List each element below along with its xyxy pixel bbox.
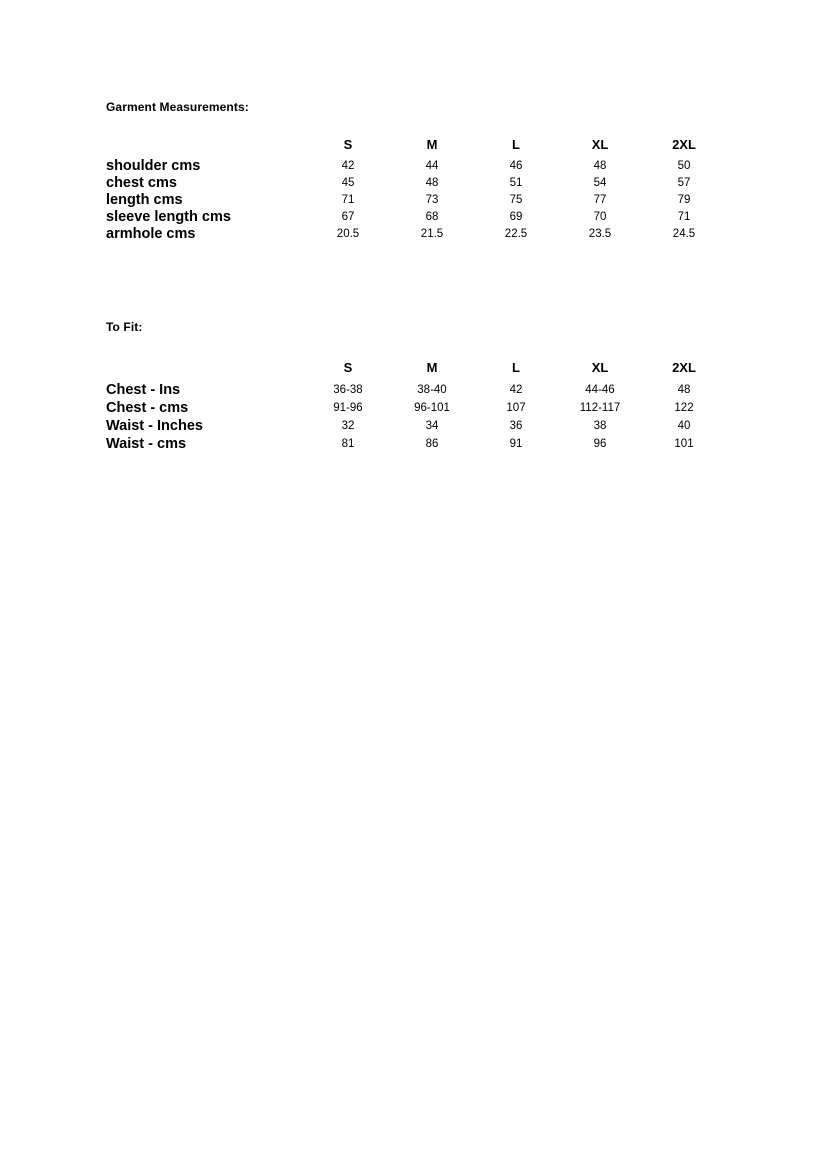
row-label: shoulder cms bbox=[106, 158, 201, 174]
column-header-m: M bbox=[426, 137, 438, 152]
table-row bbox=[106, 175, 726, 192]
cell-value: 24.5 bbox=[672, 228, 696, 240]
cell-value: 96 bbox=[593, 438, 607, 450]
row-label: sleeve length cms bbox=[106, 209, 231, 225]
garment-measurements-title: Garment Measurements: bbox=[106, 100, 249, 114]
cell-value: 46 bbox=[509, 160, 523, 172]
table-row bbox=[106, 158, 726, 175]
cell-value: 38-40 bbox=[417, 384, 447, 396]
cell-value: 42 bbox=[509, 384, 523, 396]
table-row bbox=[106, 417, 726, 435]
cell-value: 91 bbox=[509, 438, 523, 450]
cell-value: 77 bbox=[593, 194, 607, 206]
cell-value: 69 bbox=[509, 211, 523, 223]
cell-value: 67 bbox=[341, 211, 355, 223]
cell-value: 48 bbox=[677, 384, 691, 396]
garment-measurements-section bbox=[106, 100, 726, 243]
cell-value: 70 bbox=[593, 211, 607, 223]
cell-value: 51 bbox=[509, 177, 523, 189]
cell-value: 68 bbox=[425, 211, 439, 223]
column-header-2xl: 2XL bbox=[672, 137, 696, 152]
row-label: Chest - cms bbox=[106, 400, 189, 416]
table-header-row bbox=[106, 132, 726, 158]
table-row bbox=[106, 399, 726, 417]
table-row bbox=[106, 381, 726, 399]
column-header-xl: XL bbox=[591, 360, 609, 375]
column-header-s: S bbox=[343, 360, 353, 375]
to-fit-title: To Fit: bbox=[106, 320, 143, 334]
cell-value: 50 bbox=[677, 160, 691, 172]
cell-value: 107 bbox=[506, 402, 526, 414]
cell-value: 86 bbox=[425, 438, 439, 450]
column-header-blank bbox=[106, 354, 306, 381]
table-row bbox=[106, 192, 726, 209]
column-header-s: S bbox=[343, 137, 353, 152]
cell-value: 91-96 bbox=[333, 402, 363, 414]
row-label: length cms bbox=[106, 192, 183, 208]
cell-value: 36 bbox=[509, 420, 523, 432]
garment-measurements-table bbox=[106, 132, 726, 243]
table-row bbox=[106, 435, 726, 453]
row-label: armhole cms bbox=[106, 226, 196, 242]
row-label: Waist - Inches bbox=[106, 418, 203, 434]
cell-value: 36-38 bbox=[333, 384, 363, 396]
cell-value: 57 bbox=[677, 177, 691, 189]
column-header-blank bbox=[106, 132, 306, 158]
cell-value: 34 bbox=[425, 420, 439, 432]
column-header-m: M bbox=[426, 360, 438, 375]
table-row bbox=[106, 226, 726, 243]
table-header-row bbox=[106, 354, 726, 381]
column-header-l: L bbox=[512, 137, 520, 152]
cell-value: 44 bbox=[425, 160, 439, 172]
cell-value: 44-46 bbox=[585, 384, 615, 396]
cell-value: 40 bbox=[677, 420, 691, 432]
cell-value: 48 bbox=[425, 177, 439, 189]
cell-value: 42 bbox=[341, 160, 355, 172]
column-header-xl: XL bbox=[591, 137, 609, 152]
cell-value: 75 bbox=[509, 194, 523, 206]
row-label: chest cms bbox=[106, 175, 177, 191]
cell-value: 101 bbox=[674, 438, 694, 450]
column-header-l: L bbox=[512, 360, 520, 375]
cell-value: 81 bbox=[341, 438, 355, 450]
cell-value: 71 bbox=[677, 211, 691, 223]
column-header-2xl: 2XL bbox=[672, 360, 696, 375]
cell-value: 32 bbox=[341, 420, 355, 432]
cell-value: 23.5 bbox=[588, 228, 612, 240]
cell-value: 20.5 bbox=[336, 228, 360, 240]
cell-value: 112-117 bbox=[579, 402, 621, 414]
table-row bbox=[106, 209, 726, 226]
cell-value: 71 bbox=[341, 194, 355, 206]
cell-value: 38 bbox=[593, 420, 607, 432]
cell-value: 73 bbox=[425, 194, 439, 206]
cell-value: 21.5 bbox=[420, 228, 444, 240]
cell-value: 96-101 bbox=[414, 402, 450, 414]
row-label: Waist - cms bbox=[106, 436, 187, 452]
cell-value: 22.5 bbox=[504, 228, 528, 240]
cell-value: 79 bbox=[677, 194, 691, 206]
cell-value: 54 bbox=[593, 177, 607, 189]
to-fit-table bbox=[106, 354, 726, 453]
cell-value: 48 bbox=[593, 160, 607, 172]
to-fit-section bbox=[106, 320, 726, 453]
cell-value: 122 bbox=[674, 402, 694, 414]
cell-value: 45 bbox=[341, 177, 355, 189]
row-label: Chest - Ins bbox=[106, 382, 181, 398]
